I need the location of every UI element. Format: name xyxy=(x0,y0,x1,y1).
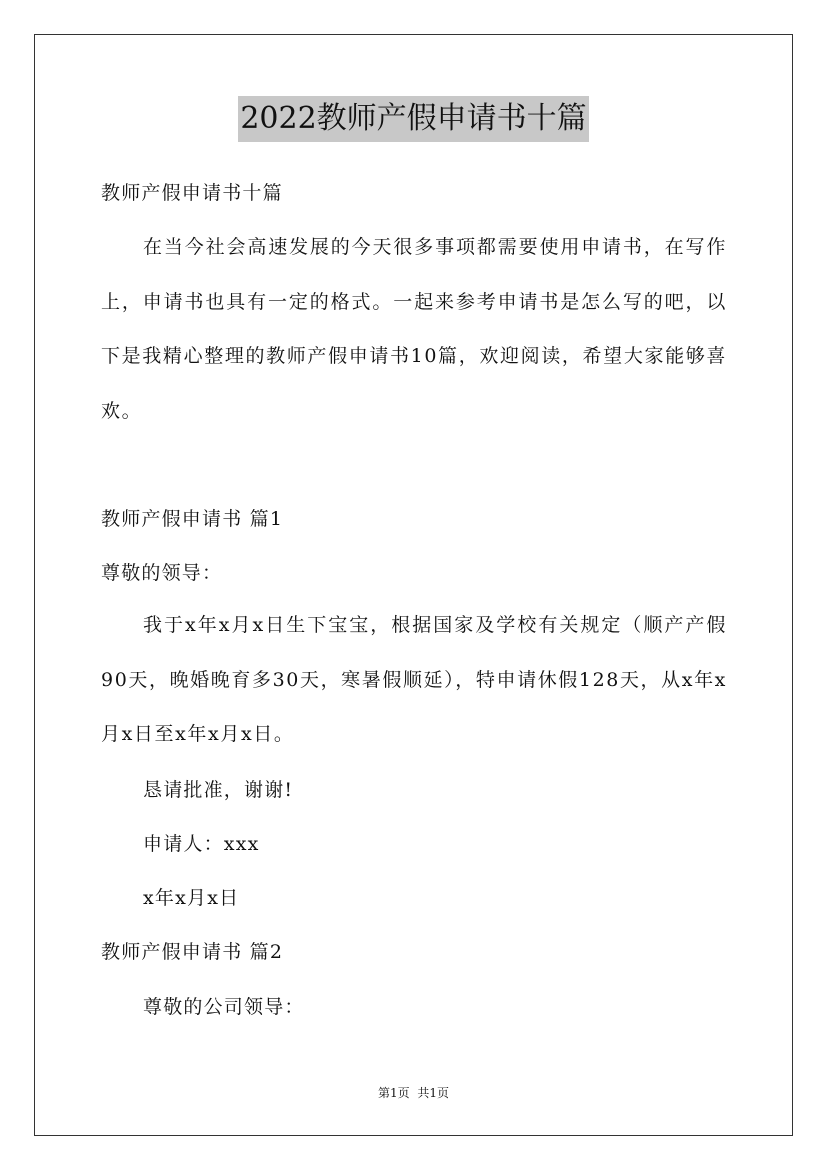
page-footer xyxy=(0,1085,827,1101)
intro-paragraph: 在当今社会高速发展的今天很多事项都需要使用申请书，在写作上，申请书也具有一定的格式。一起来参考申请书是怎么写的吧，以下是我精心整理的教师产假申请书10篇，欢迎阅读，希望大家能够喜欢。 xyxy=(101,236,727,422)
date-line: x年x月x日 xyxy=(143,887,240,909)
page-total: 共1页 xyxy=(417,1086,450,1100)
closing-line: 恳请批准，谢谢! xyxy=(143,779,294,801)
title-container xyxy=(0,96,827,142)
section-heading-1: 教师产假申请书 篇1 xyxy=(101,508,284,530)
section-heading-2: 教师产假申请书 篇2 xyxy=(101,941,284,963)
salutation-1: 尊敬的领导： xyxy=(101,562,223,584)
document-subtitle: 教师产假申请书十篇 xyxy=(101,182,283,204)
salutation-2: 尊敬的公司领导： xyxy=(143,996,305,1018)
page-number: 第1页 xyxy=(377,1086,410,1100)
document-title: 2022教师产假申请书十篇 xyxy=(238,96,588,142)
applicant-line: 申请人：xxx xyxy=(143,833,260,855)
body-paragraph-1: 我于x年x月x日生下宝宝，根据国家及学校有关规定（顺产产假90天，晚婚晚育多30天，寒暑假顺延），特申请休假128天，从x年x月x日至x年x月x日。 xyxy=(101,614,727,745)
